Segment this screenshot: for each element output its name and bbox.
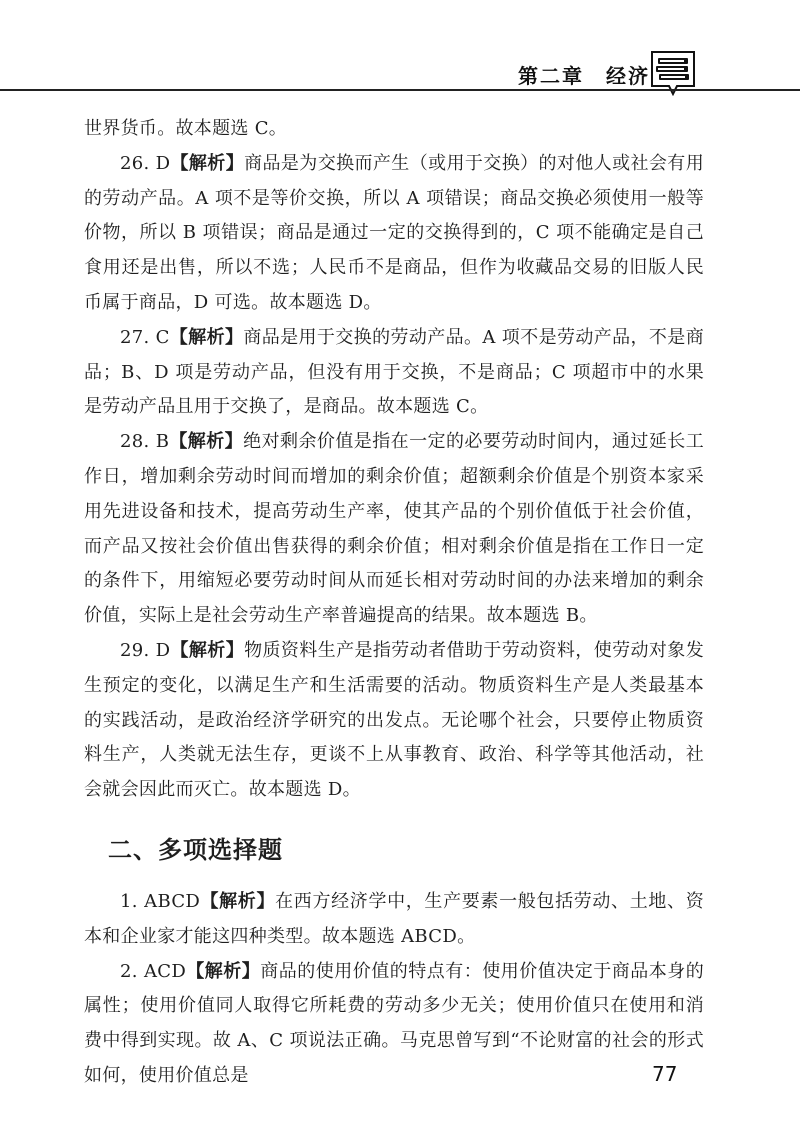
answer-number: 1. ABCD bbox=[120, 890, 201, 912]
answer-list-single-choice bbox=[84, 112, 704, 808]
answer-list-multiple-choice bbox=[84, 885, 704, 1094]
answer-paragraph bbox=[84, 147, 704, 321]
answer-text: 商品是为交换而产生（或用于交换）的对他人或社会有用的劳动产品。A 项不是等价交换，所以 A 项错误；商品交换必须使用一般等价物，所以 B 项错误；商品是通过一定的交换得到的，C 项不能确定是自己食用还是出售，所以不选；人民币不是商品，但作为收藏品交易的旧版人民币属于商品，D 可选。故本题选 D。 bbox=[84, 152, 705, 313]
answer-text: 商品的使用价值的特点有：使用价值决定于商品本身的属性；使用价值同人取得它所耗费的劳动多少无关；使用价值只在使用和消费中得到实现。故 A、C 项说法正确。马克思曾写到“不论财富的社会的形式如何，使用价值总是 bbox=[84, 960, 705, 1086]
answer-paragraph bbox=[84, 425, 704, 634]
analysis-tag: 【解析】 bbox=[200, 890, 276, 912]
header-divider bbox=[0, 89, 800, 91]
answer-number: 2. ACD bbox=[120, 960, 187, 982]
analysis-tag: 【解析】 bbox=[169, 431, 244, 453]
answer-number: 29. D bbox=[120, 639, 171, 661]
analysis-tag: 【解析】 bbox=[170, 639, 245, 661]
answer-text: 商品是用于交换的劳动产品。A 项不是劳动产品，不是商品；B、D 项是劳动产品，但没有用于交换，不是商品；C 项超市中的水果是劳动产品且用于交换了，是商品。故本题选 C。 bbox=[84, 326, 704, 418]
answer-paragraph bbox=[84, 112, 704, 147]
chapter-title: 第二章 经济 bbox=[518, 64, 650, 88]
answer-number: 27. C bbox=[120, 326, 170, 348]
answer-text: 世界货币。故本题选 C。 bbox=[84, 118, 288, 139]
analysis-tag: 【解析】 bbox=[186, 960, 261, 982]
section-heading: 二、多项选择题 bbox=[108, 835, 283, 864]
answer-paragraph bbox=[84, 634, 704, 808]
answer-text: 物质资料生产是指劳动者借助于劳动资料，使劳动对象发生预定的变化，以满足生产和生活需要的活动。物质资料生产是人类最基本的实践活动，是政治经济学研究的出发点。无论哪个社会，只要停止物质资料生产，人类就无法生存，更谈不上从事教育、政治、科学等其他活动，社会就会因此而灭亡。故本题选 D。 bbox=[84, 639, 705, 801]
answer-number: 26. D bbox=[120, 152, 171, 174]
page-number: 77 bbox=[652, 1062, 678, 1086]
answer-text: 绝对剩余价值是指在一定的必要劳动时间内，通过延长工作日，增加剩余劳动时间而增加的剩余价值；超额剩余价值是个别资本家采用先进设备和技术，提高劳动生产率，使其产品的个别价值低于社会价值，而产品又按社会价值出售获得的剩余价值；相对剩余价值是指在工作日一定的条件下，用缩短必要劳动时间从而延长相对劳动时间的办法来增加的剩余价值，实际上是社会劳动生产率普遍提高的结果。故本题选 B。 bbox=[84, 431, 704, 627]
answer-paragraph bbox=[84, 955, 704, 1094]
answer-number: 28. B bbox=[120, 431, 170, 453]
analysis-tag: 【解析】 bbox=[169, 326, 244, 348]
answer-paragraph bbox=[84, 885, 704, 955]
analysis-tag: 【解析】 bbox=[170, 152, 245, 174]
page-header bbox=[0, 0, 800, 100]
answer-paragraph bbox=[84, 321, 704, 425]
page-content bbox=[84, 112, 704, 1094]
answer-text: 在西方经济学中，生产要素一般包括劳动、土地、资本和企业家才能这四种类型。故本题选 ABCD。 bbox=[84, 890, 704, 947]
